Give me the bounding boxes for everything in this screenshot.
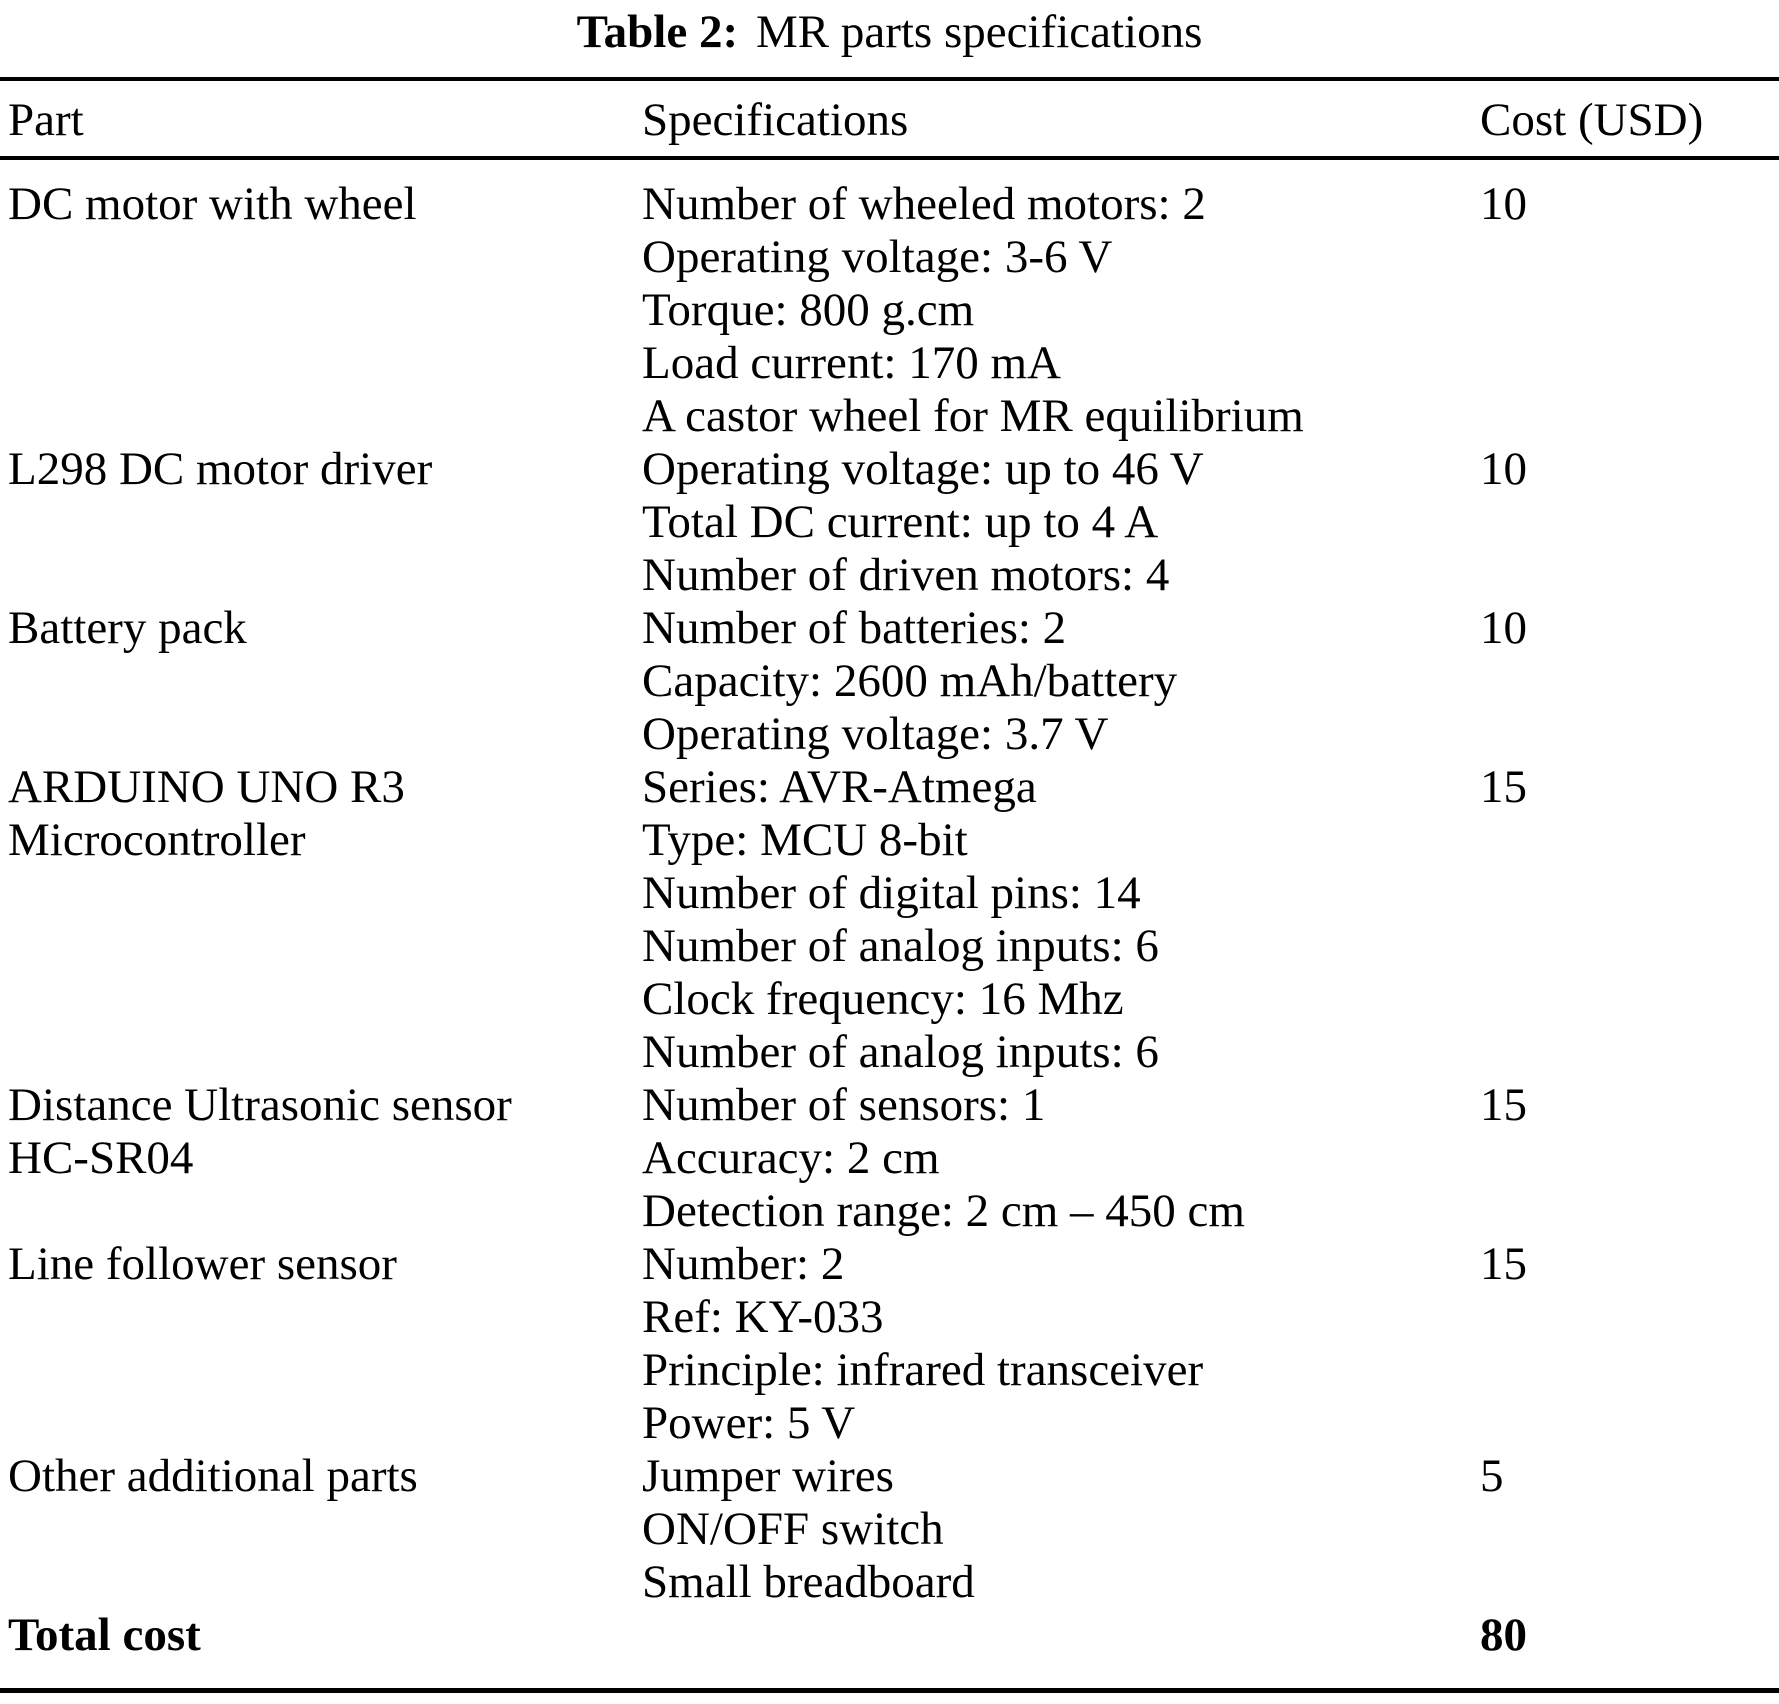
table-header — [0, 79, 1779, 158]
header-row — [0, 79, 1779, 158]
cost-cell — [1480, 1238, 1779, 1450]
specifications-cell — [642, 1609, 1480, 1691]
part-name-line: Other additional parts — [8, 1450, 418, 1502]
spec-line: Operating voltage: up to 46 V — [642, 443, 1204, 495]
spec-line: Clock frequency: 16 Mhz — [642, 973, 1124, 1025]
spec-line: Total DC current: up to 4 A — [642, 496, 1159, 548]
specifications-cell — [642, 158, 1480, 443]
specifications-cell — [642, 602, 1480, 761]
spec-line: Capacity: 2600 mAh/battery — [642, 655, 1178, 707]
cost-cell — [1480, 602, 1779, 761]
spec-line: Number of analog inputs: 6 — [642, 1026, 1159, 1078]
table-caption-text: MR parts specifications — [755, 6, 1203, 58]
spec-line: Number of driven motors: 4 — [642, 549, 1170, 601]
part-name-line: HC-SR04 — [8, 1132, 194, 1184]
table-row — [0, 158, 1779, 443]
spec-line: Number: 2 — [642, 1238, 845, 1290]
spec-line: Small breadboard — [642, 1556, 975, 1608]
table-caption-label: Table 2: — [576, 6, 739, 58]
table-row — [0, 1238, 1779, 1450]
specifications-cell — [642, 1450, 1480, 1609]
specifications-cell — [642, 1238, 1480, 1450]
table-caption — [0, 0, 1779, 59]
column-header-cost: Cost (USD) — [1480, 79, 1779, 158]
spec-line: Jumper wires — [642, 1450, 894, 1502]
part-name-line: DC motor with wheel — [8, 178, 417, 230]
cost-cell — [1480, 1450, 1779, 1609]
column-header-specifications: Specifications — [642, 79, 1480, 158]
cost-value: 15 — [1480, 1238, 1527, 1290]
cost-cell — [1480, 443, 1779, 602]
spec-line: Series: AVR-Atmega — [642, 761, 1037, 813]
specifications-cell — [642, 1079, 1480, 1238]
part-name-line: Microcontroller — [8, 814, 306, 866]
spec-line: ON/OFF switch — [642, 1503, 944, 1555]
part-name-line: Distance Ultrasonic sensor — [8, 1079, 512, 1131]
specifications-cell — [642, 761, 1480, 1079]
spec-line: Number of wheeled motors: 2 — [642, 178, 1206, 230]
part-name-line: Line follower sensor — [8, 1238, 397, 1290]
part-cell — [0, 1079, 642, 1238]
table-row — [0, 1079, 1779, 1238]
part-cell — [0, 761, 642, 1079]
table-row — [0, 443, 1779, 602]
spec-line: Number of batteries: 2 — [642, 602, 1067, 654]
spec-line: Principle: infrared transceiver — [642, 1344, 1204, 1396]
table-row — [0, 602, 1779, 761]
spec-line: Power: 5 V — [642, 1397, 856, 1449]
cost-cell — [1480, 761, 1779, 1079]
cost-value: 10 — [1480, 178, 1527, 230]
spec-line: Type: MCU 8-bit — [642, 814, 968, 866]
part-cell — [0, 1609, 642, 1691]
spec-line: Number of digital pins: 14 — [642, 867, 1141, 919]
cost-value: 15 — [1480, 761, 1527, 813]
table-row — [0, 1450, 1779, 1609]
spec-line: Operating voltage: 3-6 V — [642, 231, 1113, 283]
part-cell — [0, 602, 642, 761]
spec-line: Accuracy: 2 cm — [642, 1132, 940, 1184]
cost-value: 10 — [1480, 443, 1527, 495]
spec-line: Torque: 800 g.cm — [642, 284, 975, 336]
table-row — [0, 761, 1779, 1079]
cost-cell — [1480, 1609, 1779, 1691]
cost-value: 80 — [1480, 1609, 1527, 1661]
part-cell — [0, 158, 642, 443]
specifications-cell — [642, 443, 1480, 602]
cost-value: 5 — [1480, 1450, 1504, 1502]
cost-cell — [1480, 158, 1779, 443]
cost-value: 15 — [1480, 1079, 1527, 1131]
part-cell — [0, 443, 642, 602]
part-name-line: ARDUINO UNO R3 — [8, 761, 405, 813]
cost-cell — [1480, 1079, 1779, 1238]
spec-line: Load current: 170 mA — [642, 337, 1061, 389]
spec-line: Operating voltage: 3.7 V — [642, 708, 1109, 760]
parts-table — [0, 77, 1779, 1693]
part-name-line: L298 DC motor driver — [8, 443, 433, 495]
column-header-part: Part — [0, 79, 642, 158]
spec-line: A castor wheel for MR equilibrium — [642, 390, 1304, 442]
table-body — [0, 158, 1779, 1691]
table-row — [0, 1609, 1779, 1691]
spec-line: Detection range: 2 cm – 450 cm — [642, 1185, 1245, 1237]
spec-line: Ref: KY-033 — [642, 1291, 884, 1343]
part-cell — [0, 1450, 642, 1609]
spec-line: Number of analog inputs: 6 — [642, 920, 1159, 972]
part-name-line: Total cost — [8, 1609, 201, 1661]
part-name-line: Battery pack — [8, 602, 247, 654]
part-cell — [0, 1238, 642, 1450]
cost-value: 10 — [1480, 602, 1527, 654]
spec-line: Number of sensors: 1 — [642, 1079, 1046, 1131]
